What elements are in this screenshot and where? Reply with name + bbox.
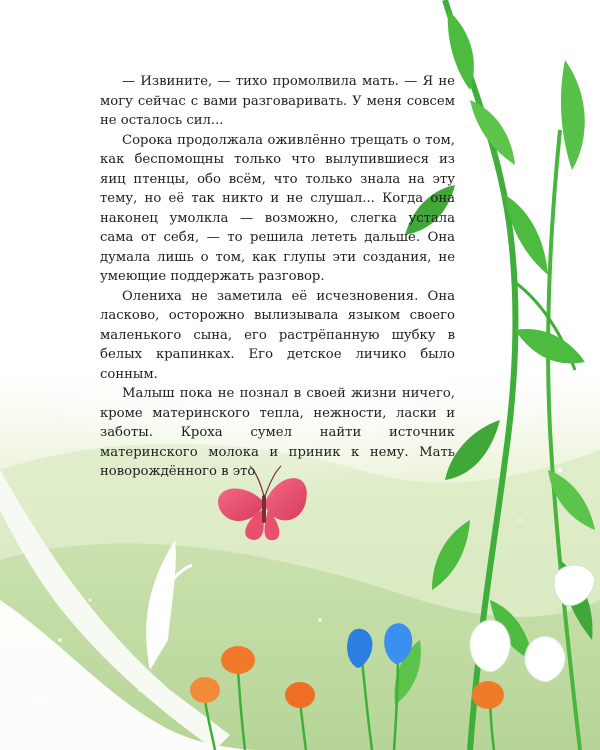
paragraph: — Извините, — тихо промолвила мать. — Я не могу сейчас с вами разговаривать. У меня совсем не осталось сил... xyxy=(100,74,455,128)
paragraph: Сорока продолжала оживлённо трещать о том, как беспомощны только что вылупившиеся из яиц птенцы, обо всём, что только знала на эту тему, но её так никто и не слушал... Когда она наконец умолкла — возможно, слегка устала сама от себя, — то решила лететь дальше. Она думала лишь о том, как глупы эти создания, не умеющие поддержать разговор. xyxy=(100,132,455,284)
paragraph: Олениха не заметила её исчезновения. Она ласково, осторожно вылизывала языком своего маленького сына, его растрёпанную шубку в белых крапинках. Его детское личико было сонным. xyxy=(100,288,455,382)
story-text xyxy=(100,72,455,482)
paragraph: Малыш пока не познал в своей жизни ничего, кроме материнского тепла, нежности, ласки и заботы. Кроха сумел найти источник материнского молока и приник к нему. Мать новорождённого в это xyxy=(100,386,455,479)
